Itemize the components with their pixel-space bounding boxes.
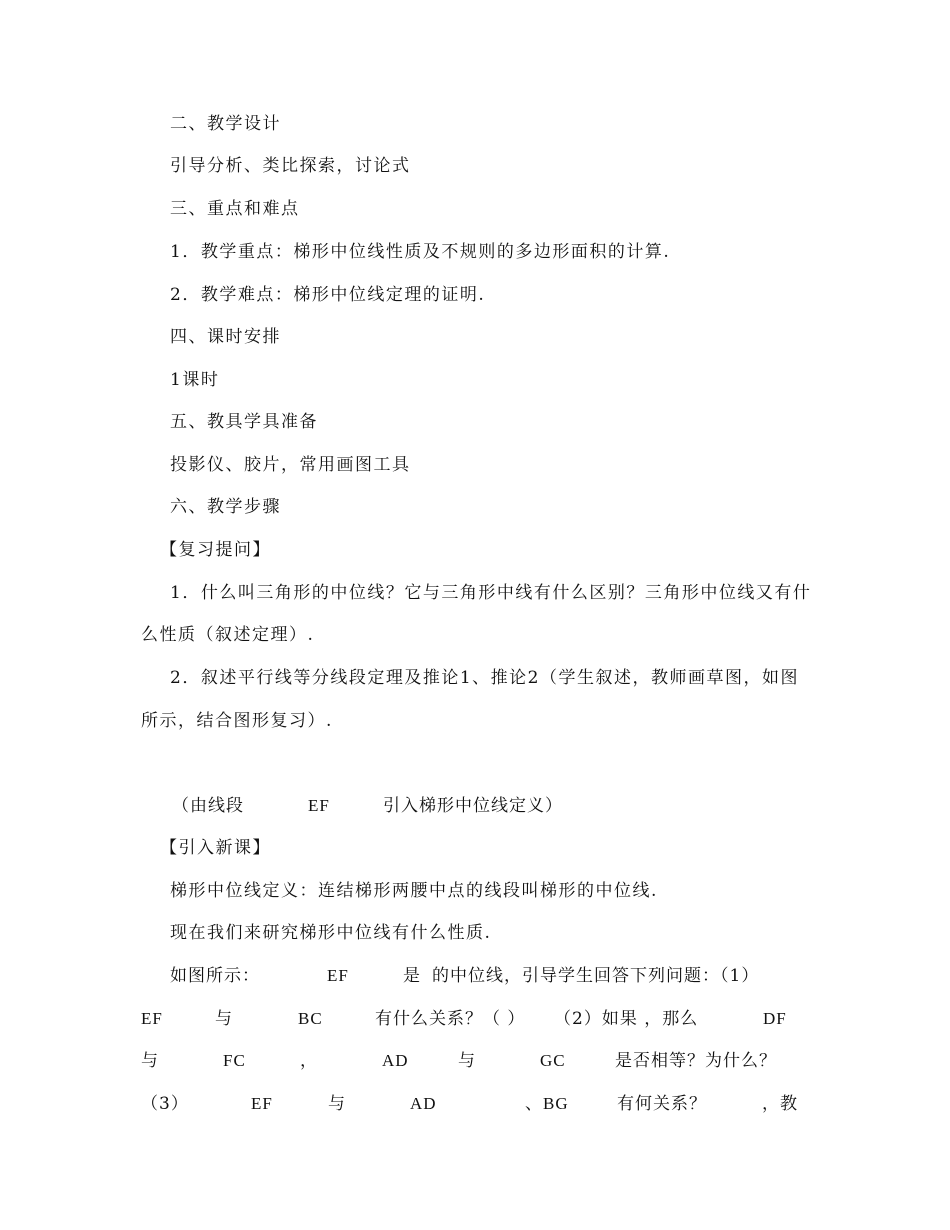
question-text: （2）如果 ，那么	[554, 1009, 699, 1029]
question-text: 的中位线，引导学生回答下列问题：（1）	[432, 966, 760, 986]
question-text: ，	[300, 1051, 318, 1071]
question-text: 与	[458, 1051, 476, 1071]
section-heading: 五、教具学具准备	[170, 412, 318, 432]
paragraph: 投影仪、胶片，常用画图工具	[170, 455, 411, 475]
question-segment: EF	[141, 1009, 163, 1028]
ef-intro-text: （由线段	[172, 796, 244, 816]
paragraph: 引导分析、类比探索，讨论式	[170, 156, 411, 176]
question-segment: AD	[382, 1051, 409, 1070]
question-segment: EF	[327, 966, 349, 985]
list-item: 1．教学重点：梯形中位线性质及不规则的多边形面积的计算.	[170, 242, 671, 262]
paragraph: 2．叙述平行线等分线段定理及推论1、推论2（学生叙述，教师画草图，如图	[170, 668, 799, 688]
question-text: 与	[141, 1051, 159, 1071]
question-text: ，教	[762, 1094, 798, 1114]
question-text: 如图所示：	[170, 966, 260, 986]
question-segment: 、BG	[525, 1094, 569, 1113]
question-segment: FC	[223, 1051, 246, 1070]
question-text: 有什么关系？（ ）	[375, 1009, 526, 1029]
question-segment: DF	[763, 1009, 787, 1028]
question-text: 有何关系？	[617, 1094, 707, 1114]
question-segment: AD	[410, 1094, 437, 1113]
paragraph: 1课时	[170, 370, 220, 390]
question-text: 是否相等？为什么？	[615, 1051, 777, 1071]
section-heading: 六、教学步骤	[170, 497, 281, 517]
ef-intro-text: 引入梯形中位线定义）	[383, 796, 563, 816]
paragraph: 所示，结合图形复习）.	[141, 711, 333, 731]
paragraph: 1．什么叫三角形的中位线？它与三角形中线有什么区别？三角形中位线又有什	[170, 583, 812, 603]
question-text: 是	[403, 966, 421, 986]
question-text: （3）	[141, 1094, 189, 1114]
question-segment: BC	[298, 1009, 323, 1028]
question-text: 与	[328, 1094, 346, 1114]
ef-intro-segment: EF	[308, 796, 330, 815]
question-text: 与	[215, 1009, 233, 1029]
bracket-heading: 【引入新课】	[160, 838, 271, 858]
section-heading: 二、教学设计	[170, 114, 281, 134]
section-heading: 四、课时安排	[170, 327, 281, 347]
list-item: 2．教学难点：梯形中位线定理的证明.	[170, 285, 486, 305]
paragraph: 现在我们来研究梯形中位线有什么性质.	[170, 923, 492, 943]
paragraph: 么性质（叙述定理）.	[141, 625, 315, 645]
paragraph: 梯形中位线定义：连结梯形两腰中点的线段叫梯形的中位线.	[170, 881, 658, 901]
question-segment: GC	[540, 1051, 566, 1070]
bracket-heading: 【复习提问】	[160, 540, 271, 560]
question-segment: EF	[251, 1094, 273, 1113]
section-heading: 三、重点和难点	[170, 199, 300, 219]
